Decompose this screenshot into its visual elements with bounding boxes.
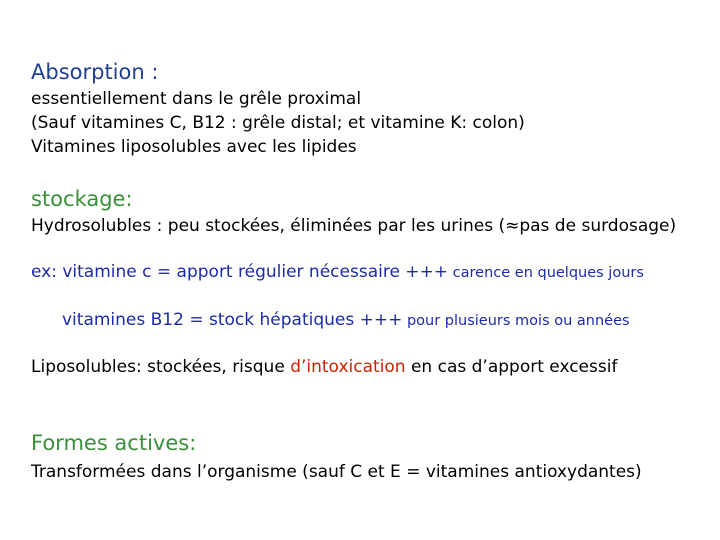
example-vitamin-b12	[62, 310, 630, 330]
formes-line: Transformées dans l’organisme (sauf C et E = vitamines antioxydantes)	[31, 462, 642, 482]
liposolubles-before: Liposolubles: stockées, risque	[31, 357, 291, 377]
absorption-heading: Absorption :	[31, 60, 159, 84]
example-vitamin-c	[31, 262, 644, 282]
absorption-line-3: Vitamines liposolubles avec les lipides	[31, 137, 357, 157]
liposolubles-highlight: d’intoxication	[290, 357, 406, 377]
example-b12-main: vitamines B12 = stock hépatiques +++	[62, 310, 403, 330]
formes-heading: Formes actives:	[31, 431, 197, 455]
example-c-main: ex: vitamine c = apport régulier nécessaire +++	[31, 262, 449, 282]
stockage-heading: stockage:	[31, 187, 133, 211]
liposolubles-line	[31, 357, 617, 377]
liposolubles-after: en cas d’apport excessif	[405, 357, 618, 377]
absorption-line-2: (Sauf vitamines C, B12 : grêle distal; et vitamine K: colon)	[31, 113, 525, 133]
absorption-line-1: essentiellement dans le grêle proximal	[31, 89, 362, 109]
example-c-note: carence en quelques jours	[448, 265, 644, 281]
hydrosolubles-line: Hydrosolubles : peu stockées, éliminées par les urines (≈pas de surdosage)	[31, 216, 677, 236]
example-b12-note: pour plusieurs mois ou années	[402, 313, 630, 329]
